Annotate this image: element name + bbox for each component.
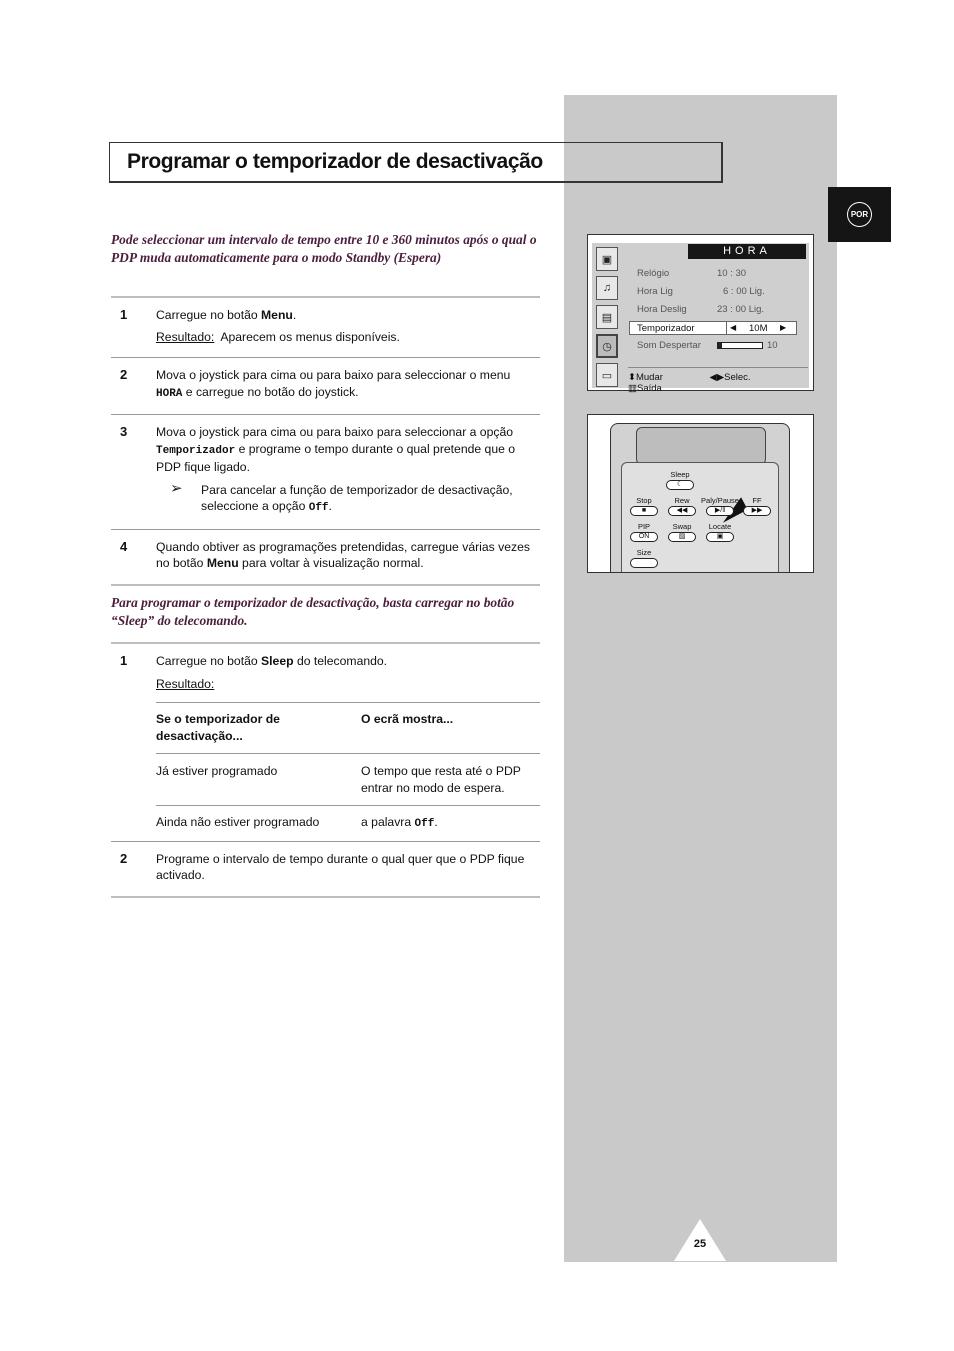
step-3 [111,414,540,529]
page-title: Programar o temporizador de desactivação [127,150,543,173]
stop-button: ■ [630,506,658,516]
osd-screen [592,243,809,394]
sleep-button: ☾ [666,480,694,490]
left-arrow-icon: ◀ [730,323,737,332]
step-number: 2 [120,850,128,866]
step-2 [111,357,540,414]
osd-footer-move: ⬍Mudar [628,372,663,383]
step-number: 4 [120,538,128,554]
step-text: Programe o intervalo de tempo durante o qual quer que o PDP fique activado. [156,851,525,882]
rew-label: Rew [674,496,690,505]
channel-menu-icon: ▤ [596,305,618,329]
remote-illustration [587,414,814,573]
remote-body [610,423,790,573]
picture-menu-icon: ▣ [596,247,618,271]
table-cell: O tempo que resta até o PDP entrar no modo de espera. [361,754,540,806]
step-1 [111,644,540,841]
volume-bar-fill [718,343,722,348]
osd-row-label: Hora Lig [637,286,673,297]
step-4 [111,529,540,584]
osd-header: HORA [688,244,806,259]
ff-button: ▶▶ [743,506,771,516]
size-button [630,558,658,568]
osd-row-label: Som Despertar [637,340,701,351]
osd-row-sleep-timer [629,321,797,335]
locate-label: Locate [708,522,732,531]
result-table [156,702,540,841]
table-cell: a palavra Off. [361,806,540,841]
swap-label: Swap [672,522,692,531]
step-text: Mova o joystick para cima ou para baixo para seleccionar o menu HORA e carregue no botão do joystick. [156,368,511,400]
size-label: Size [636,548,652,557]
table-cell: Já estiver programado [156,754,361,806]
right-arrow-icon: ▶ [780,323,787,332]
note-text: Para cancelar a função de temporizador de desactivação, seleccione a opção Off. [201,482,513,514]
osd-footer-select: ◀▶Selec. [709,372,751,383]
osd-row-label: Temporizador [637,323,695,334]
remote-button-panel [621,462,779,573]
osd-row-label: Hora Deslig [637,304,687,315]
table-row [156,806,540,841]
clock-menu-icon: ◷ [596,334,618,358]
setup-menu-icon: ▭ [596,363,618,387]
step-number: 1 [120,653,128,668]
osd-row-clock [637,268,805,282]
osd-row-on-time [637,286,805,300]
step-text: Carregue no botão Sleep do telecomando. [156,654,388,668]
osd-row-value: 10 [717,340,778,351]
volume-bar [717,342,763,349]
table-header-row [156,703,540,754]
steps-section-1 [111,296,540,586]
step-text: Mova o joystick para cima ou para baixo para seleccionar a opção Temporizador e programe o tempo durante o qual pretende que o PDP fique ligado. [156,425,516,474]
osd-row-value: 10 : 30 [717,268,747,279]
osd-row-value: 6 : 00 Lig. [723,286,765,297]
play-pause-button: ▶/‖ [706,506,734,516]
step-text: Carregue no botão Menu. [156,308,297,322]
ff-label: FF [752,496,762,505]
osd-row-off-time [637,304,805,318]
osd-footer-exit: ▥Saída [628,383,662,394]
note-arrow-icon: ➢ [170,479,183,497]
swap-button: ▨ [668,532,696,542]
step-1 [111,298,540,357]
osd-menu-illustration [587,234,814,394]
play-pause-label: Paly/Pause [701,496,739,505]
intro-text-2: Para programar o temporizador de desactivação, basta carregar no botão “Sleep” do telecomando. [111,595,515,628]
sound-menu-icon: ♫ [596,276,618,300]
remote-top-cover [636,427,766,465]
step-result-label: Resultado: [156,676,215,691]
step-number: 1 [120,307,128,322]
osd-divider [726,321,727,335]
osd-row-value: 10M [749,323,768,334]
sleep-label: Sleep [670,470,690,479]
osd-row-label: Relógio [637,268,670,279]
step-2 [111,841,540,896]
table-header-cell: Se o temporizador de desactivação... [156,703,361,754]
osd-footer [628,367,808,394]
osd-row-value: 23 : 00 Lig. [717,304,765,315]
intro-text-1: Pode seleccionar um intervalo de tempo entre 10 e 360 minutos após o qual o PDP muda automaticamente para o modo Standby (Espera) [111,232,537,265]
pip-label: PIP [637,522,651,531]
language-tab [828,187,891,242]
osd-icon-column [594,245,620,392]
language-badge: POR [847,202,872,227]
rew-button: ◀◀ [668,506,696,516]
step-text: Quando obtiver as programações pretendidas, carregue várias vezes no botão Menu para voltar à visualização normal. [156,539,530,570]
page-number: 25 [693,1238,707,1250]
step-number: 2 [120,367,128,382]
table-cell: Ainda não estiver programado [156,806,361,841]
step-result: Resultado: Aparecem os menus disponíveis. [156,329,400,344]
osd-row-alarm-volume [637,340,805,354]
step-number: 3 [120,424,128,439]
table-header-cell: O ecrã mostra... [361,703,540,754]
title-box [109,142,723,183]
stop-label: Stop [636,496,652,505]
pip-on-button: ON [630,532,658,542]
table-row [156,754,540,806]
steps-section-2 [111,642,540,898]
note [156,479,540,517]
locate-button: ▣ [706,532,734,542]
